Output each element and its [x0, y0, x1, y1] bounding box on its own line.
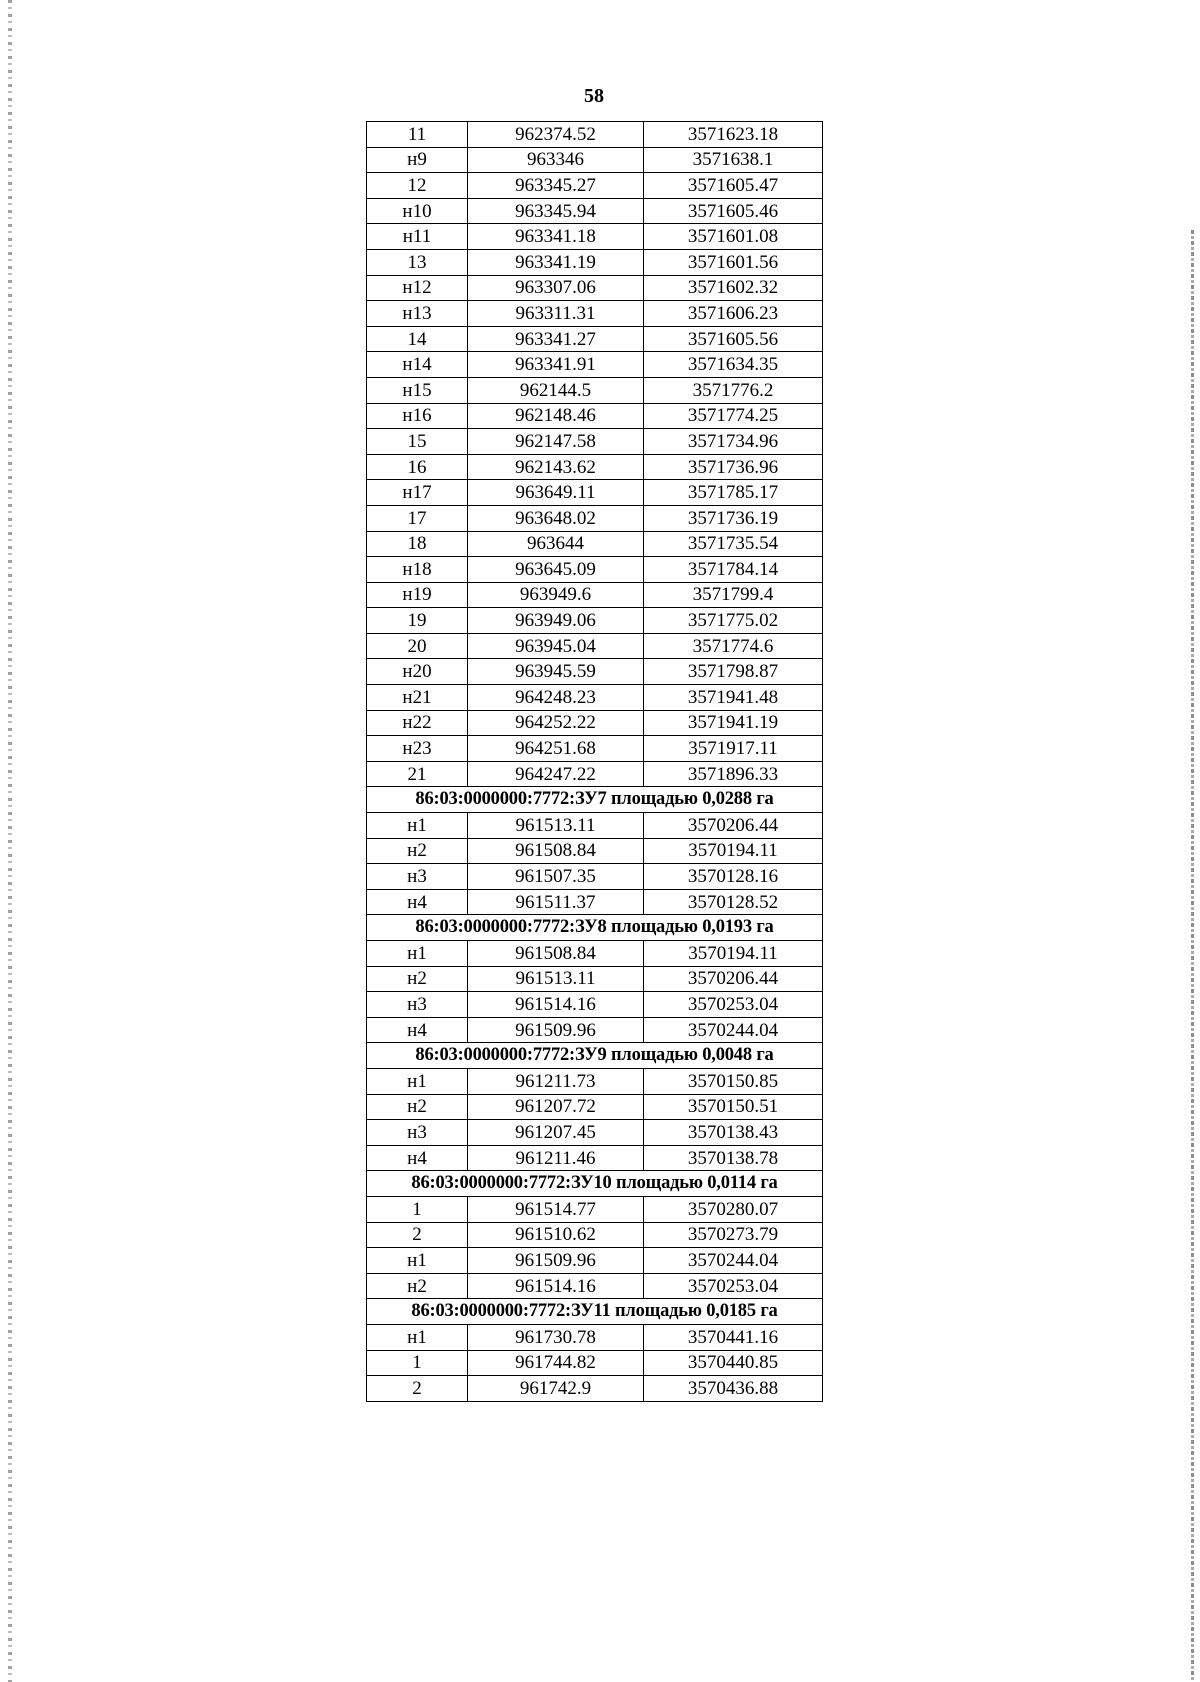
point-number-cell: н2 [367, 1094, 468, 1120]
y-coordinate-cell: 3570138.43 [644, 1120, 823, 1146]
y-coordinate-cell: 3570150.85 [644, 1068, 823, 1094]
y-coordinate-cell: 3571784.14 [644, 557, 823, 583]
x-coordinate-cell: 961742.9 [468, 1376, 644, 1402]
x-coordinate-cell: 961508.84 [468, 838, 644, 864]
page-number: 58 [584, 85, 604, 107]
x-coordinate-cell: 961514.16 [468, 992, 644, 1018]
table-row [367, 1222, 823, 1248]
table-row [367, 1376, 823, 1402]
x-coordinate-cell: 963345.94 [468, 198, 644, 224]
table-row [367, 147, 823, 173]
table-row [367, 301, 823, 327]
section-header-row [367, 787, 823, 813]
table-row [367, 992, 823, 1018]
section-header-row [367, 1171, 823, 1197]
y-coordinate-cell: 3570253.04 [644, 1273, 823, 1299]
y-coordinate-cell: 3570253.04 [644, 992, 823, 1018]
x-coordinate-cell: 961744.82 [468, 1350, 644, 1376]
y-coordinate-cell: 3570273.79 [644, 1222, 823, 1248]
y-coordinate-cell: 3571634.35 [644, 352, 823, 378]
table-row [367, 403, 823, 429]
y-coordinate-cell: 3570206.44 [644, 813, 823, 839]
y-coordinate-cell: 3570244.04 [644, 1248, 823, 1274]
table-row [367, 582, 823, 608]
point-number-cell: 11 [367, 122, 468, 148]
table-row [367, 1350, 823, 1376]
y-coordinate-cell: 3570441.16 [644, 1324, 823, 1350]
point-number-cell: 16 [367, 454, 468, 480]
table-row [367, 326, 823, 352]
x-coordinate-cell: 961510.62 [468, 1222, 644, 1248]
x-coordinate-cell: 964248.23 [468, 685, 644, 711]
point-number-cell: н1 [367, 1068, 468, 1094]
y-coordinate-cell: 3571776.2 [644, 377, 823, 403]
x-coordinate-cell: 962148.46 [468, 403, 644, 429]
x-coordinate-cell: 962147.58 [468, 429, 644, 455]
table-row [367, 198, 823, 224]
y-coordinate-cell: 3570440.85 [644, 1350, 823, 1376]
table-row [367, 761, 823, 787]
x-coordinate-cell: 964252.22 [468, 710, 644, 736]
point-number-cell: н1 [367, 941, 468, 967]
x-coordinate-cell: 961207.72 [468, 1094, 644, 1120]
x-coordinate-cell: 964247.22 [468, 761, 644, 787]
x-coordinate-cell: 961508.84 [468, 941, 644, 967]
table-row [367, 122, 823, 148]
y-coordinate-cell: 3571605.47 [644, 173, 823, 199]
point-number-cell: 15 [367, 429, 468, 455]
point-number-cell: 13 [367, 249, 468, 275]
y-coordinate-cell: 3570206.44 [644, 966, 823, 992]
point-number-cell: н2 [367, 838, 468, 864]
table-row [367, 1145, 823, 1171]
table-row [367, 1248, 823, 1274]
y-coordinate-cell: 3570138.78 [644, 1145, 823, 1171]
y-coordinate-cell: 3571736.96 [644, 454, 823, 480]
y-coordinate-cell: 3571941.19 [644, 710, 823, 736]
table-row [367, 710, 823, 736]
y-coordinate-cell: 3570150.51 [644, 1094, 823, 1120]
table-row [367, 377, 823, 403]
section-header-row [367, 915, 823, 941]
table-row [367, 429, 823, 455]
point-number-cell: н2 [367, 1273, 468, 1299]
y-coordinate-cell: 3571941.48 [644, 685, 823, 711]
coordinates-table [366, 121, 823, 1402]
table-row [367, 454, 823, 480]
x-coordinate-cell: 961513.11 [468, 966, 644, 992]
section-title: 86:03:0000000:7772:ЗУ7 площадью 0,0288 га [367, 787, 823, 813]
x-coordinate-cell: 961211.73 [468, 1068, 644, 1094]
x-coordinate-cell: 963645.09 [468, 557, 644, 583]
y-coordinate-cell: 3570128.52 [644, 889, 823, 915]
x-coordinate-cell: 961513.11 [468, 813, 644, 839]
y-coordinate-cell: 3571638.1 [644, 147, 823, 173]
point-number-cell: н23 [367, 736, 468, 762]
section-title: 86:03:0000000:7772:ЗУ11 площадью 0,0185 га [367, 1299, 823, 1325]
y-coordinate-cell: 3571735.54 [644, 531, 823, 557]
x-coordinate-cell: 961514.77 [468, 1196, 644, 1222]
point-number-cell: н1 [367, 1248, 468, 1274]
point-number-cell: 18 [367, 531, 468, 557]
x-coordinate-cell: 964251.68 [468, 736, 644, 762]
scan-edge-right [1191, 230, 1194, 1682]
y-coordinate-cell: 3570280.07 [644, 1196, 823, 1222]
table-row [367, 1017, 823, 1043]
x-coordinate-cell: 962374.52 [468, 122, 644, 148]
x-coordinate-cell: 963949.6 [468, 582, 644, 608]
point-number-cell: н4 [367, 889, 468, 915]
table-row [367, 1120, 823, 1146]
y-coordinate-cell: 3571606.23 [644, 301, 823, 327]
x-coordinate-cell: 963945.59 [468, 659, 644, 685]
point-number-cell: н3 [367, 992, 468, 1018]
point-number-cell: н9 [367, 147, 468, 173]
y-coordinate-cell: 3571917.11 [644, 736, 823, 762]
table-row [367, 608, 823, 634]
y-coordinate-cell: 3571774.6 [644, 633, 823, 659]
point-number-cell: н22 [367, 710, 468, 736]
x-coordinate-cell: 961507.35 [468, 864, 644, 890]
table-row [367, 864, 823, 890]
point-number-cell: 12 [367, 173, 468, 199]
y-coordinate-cell: 3570194.11 [644, 838, 823, 864]
x-coordinate-cell: 963945.04 [468, 633, 644, 659]
point-number-cell: 19 [367, 608, 468, 634]
point-number-cell: н21 [367, 685, 468, 711]
point-number-cell: 1 [367, 1350, 468, 1376]
table-row [367, 889, 823, 915]
section-title: 86:03:0000000:7772:ЗУ10 площадью 0,0114 га [367, 1171, 823, 1197]
x-coordinate-cell: 963346 [468, 147, 644, 173]
table-row [367, 736, 823, 762]
section-title: 86:03:0000000:7772:ЗУ9 площадью 0,0048 га [367, 1043, 823, 1069]
x-coordinate-cell: 963345.27 [468, 173, 644, 199]
y-coordinate-cell: 3571605.56 [644, 326, 823, 352]
section-header-row [367, 1299, 823, 1325]
point-number-cell: н4 [367, 1145, 468, 1171]
section-title: 86:03:0000000:7772:ЗУ8 площадью 0,0193 га [367, 915, 823, 941]
y-coordinate-cell: 3571601.56 [644, 249, 823, 275]
x-coordinate-cell: 961730.78 [468, 1324, 644, 1350]
point-number-cell: н11 [367, 224, 468, 250]
point-number-cell: н16 [367, 403, 468, 429]
x-coordinate-cell: 962144.5 [468, 377, 644, 403]
point-number-cell: н10 [367, 198, 468, 224]
x-coordinate-cell: 963341.91 [468, 352, 644, 378]
x-coordinate-cell: 963341.18 [468, 224, 644, 250]
point-number-cell: н3 [367, 864, 468, 890]
y-coordinate-cell: 3571734.96 [644, 429, 823, 455]
x-coordinate-cell: 961509.96 [468, 1017, 644, 1043]
x-coordinate-cell: 961211.46 [468, 1145, 644, 1171]
x-coordinate-cell: 963341.27 [468, 326, 644, 352]
point-number-cell: 20 [367, 633, 468, 659]
point-number-cell: н13 [367, 301, 468, 327]
table-row [367, 224, 823, 250]
point-number-cell: н20 [367, 659, 468, 685]
point-number-cell: н3 [367, 1120, 468, 1146]
table-row [367, 352, 823, 378]
point-number-cell: н17 [367, 480, 468, 506]
table-row [367, 480, 823, 506]
point-number-cell: н19 [367, 582, 468, 608]
x-coordinate-cell: 963649.11 [468, 480, 644, 506]
x-coordinate-cell: 963949.06 [468, 608, 644, 634]
point-number-cell: 2 [367, 1376, 468, 1402]
y-coordinate-cell: 3571785.17 [644, 480, 823, 506]
y-coordinate-cell: 3570128.16 [644, 864, 823, 890]
table-row [367, 941, 823, 967]
table-row [367, 1196, 823, 1222]
table-row [367, 633, 823, 659]
table-row [367, 1273, 823, 1299]
x-coordinate-cell: 963311.31 [468, 301, 644, 327]
point-number-cell: 14 [367, 326, 468, 352]
y-coordinate-cell: 3571736.19 [644, 505, 823, 531]
x-coordinate-cell: 962143.62 [468, 454, 644, 480]
y-coordinate-cell: 3571775.02 [644, 608, 823, 634]
x-coordinate-cell: 963648.02 [468, 505, 644, 531]
y-coordinate-cell: 3571623.18 [644, 122, 823, 148]
table-row [367, 838, 823, 864]
table-row [367, 813, 823, 839]
table-row [367, 1094, 823, 1120]
y-coordinate-cell: 3571605.46 [644, 198, 823, 224]
point-number-cell: н18 [367, 557, 468, 583]
y-coordinate-cell: 3571601.08 [644, 224, 823, 250]
point-number-cell: 1 [367, 1196, 468, 1222]
coordinates-table-body [367, 122, 823, 1402]
y-coordinate-cell: 3571896.33 [644, 761, 823, 787]
y-coordinate-cell: 3570194.11 [644, 941, 823, 967]
x-coordinate-cell: 961514.16 [468, 1273, 644, 1299]
x-coordinate-cell: 963644 [468, 531, 644, 557]
table-row [367, 685, 823, 711]
y-coordinate-cell: 3570244.04 [644, 1017, 823, 1043]
y-coordinate-cell: 3571774.25 [644, 403, 823, 429]
table-row [367, 557, 823, 583]
section-header-row [367, 1043, 823, 1069]
x-coordinate-cell: 961511.37 [468, 889, 644, 915]
table-row [367, 249, 823, 275]
x-coordinate-cell: 961509.96 [468, 1248, 644, 1274]
y-coordinate-cell: 3570436.88 [644, 1376, 823, 1402]
scan-edge-left [8, 0, 12, 1682]
point-number-cell: н1 [367, 813, 468, 839]
table-row [367, 173, 823, 199]
y-coordinate-cell: 3571799.4 [644, 582, 823, 608]
table-row [367, 275, 823, 301]
table-row [367, 1068, 823, 1094]
point-number-cell: 17 [367, 505, 468, 531]
x-coordinate-cell: 961207.45 [468, 1120, 644, 1146]
point-number-cell: н2 [367, 966, 468, 992]
table-row [367, 966, 823, 992]
table-row [367, 531, 823, 557]
point-number-cell: н4 [367, 1017, 468, 1043]
point-number-cell: 2 [367, 1222, 468, 1248]
point-number-cell: н14 [367, 352, 468, 378]
x-coordinate-cell: 963341.19 [468, 249, 644, 275]
point-number-cell: н1 [367, 1324, 468, 1350]
y-coordinate-cell: 3571798.87 [644, 659, 823, 685]
table-row [367, 1324, 823, 1350]
point-number-cell: 21 [367, 761, 468, 787]
table-row [367, 505, 823, 531]
y-coordinate-cell: 3571602.32 [644, 275, 823, 301]
point-number-cell: н12 [367, 275, 468, 301]
table-row [367, 659, 823, 685]
point-number-cell: н15 [367, 377, 468, 403]
x-coordinate-cell: 963307.06 [468, 275, 644, 301]
